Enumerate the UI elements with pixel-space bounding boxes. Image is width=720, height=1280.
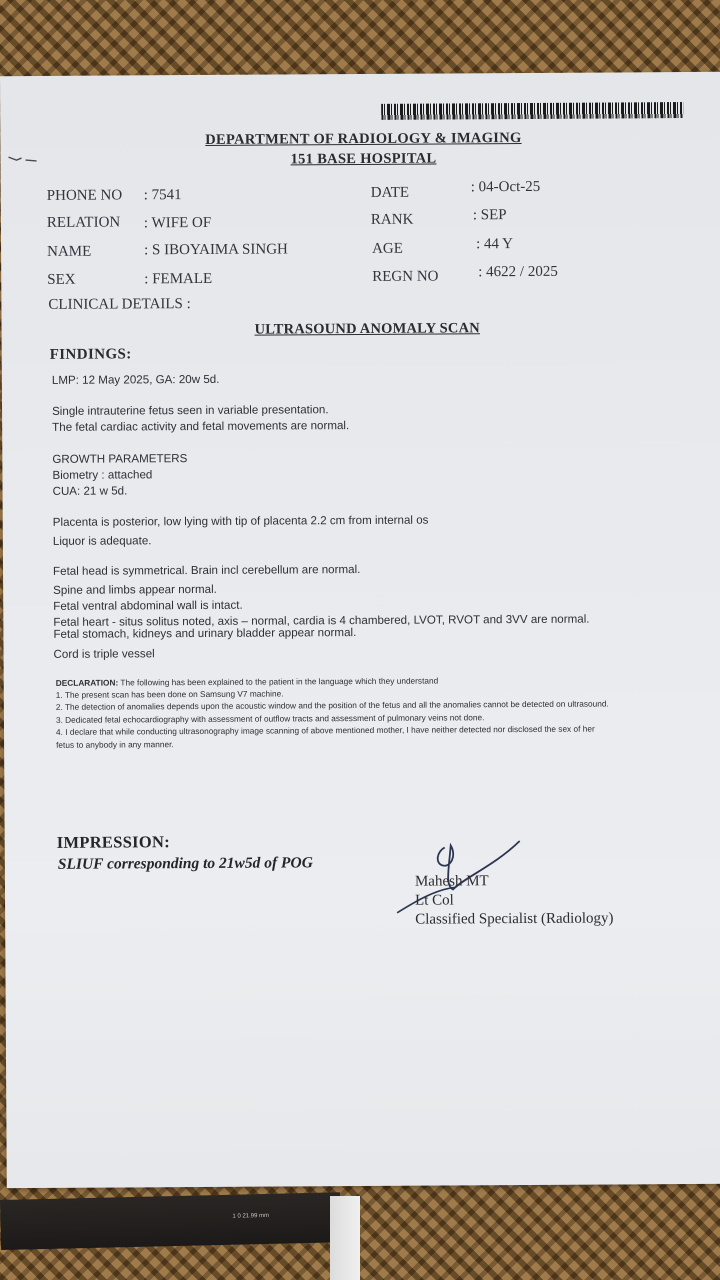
impression-heading: IMPRESSION: <box>56 832 171 852</box>
regn-label: REGN NO <box>372 268 439 285</box>
declaration-item: 3. Dedicated fetal echocardiography with assessment of outflow tracts and assessment of pulmonary veins not done. <box>55 712 485 725</box>
paper-edge <box>330 1196 360 1280</box>
growth-heading: GROWTH PARAMETERS <box>52 452 188 466</box>
phone-label: PHONE NO <box>46 187 123 204</box>
date-value: : 04-Oct-25 <box>470 178 541 196</box>
findings-line: Single intrauterine fetus seen in variable presentation. <box>52 403 329 418</box>
strip-text: 1 0 21.99 mm <box>232 1212 270 1220</box>
placenta-line: Liquor is adequate. <box>52 534 152 548</box>
lmp-line: LMP: 12 May 2025, GA: 20w 5d. <box>51 372 220 387</box>
hospital-title: 151 BASE HOSPITAL <box>290 150 437 168</box>
anatomy-line: Fetal stomach, kidneys and urinary bladder appear normal. <box>53 626 357 641</box>
rank-label: RANK <box>370 211 414 228</box>
declaration-intro-text: The following has been explained to the patient in the language which they understand <box>118 675 439 688</box>
anatomy-line: Fetal heart - situs solitus noted, axis – normal, cardia is 4 chambered, LVOT, RVOT and 3VV are normal. <box>53 612 590 629</box>
growth-line: Biometry : attached <box>52 468 153 482</box>
report-sheet <box>0 72 720 1188</box>
declaration-intro <box>56 676 439 688</box>
placenta-line: Placenta is posterior, low lying with tip of placenta 2.2 cm from internal os <box>52 513 429 529</box>
declaration-item: fetus to anybody in any manner. <box>56 739 174 750</box>
declaration-item: 2. The detection of anomalies depends upon the acoustic window and the position of the fetus and all the anomalies cannot be detected on ultrasound. <box>55 698 609 712</box>
sex-label: SEX <box>47 271 76 288</box>
anatomy-line: Fetal ventral abdominal wall is intact. <box>53 598 243 613</box>
declaration-item: 1. The present scan has been done on Samsung V7 machine. <box>55 688 284 700</box>
scan-title: ULTRASOUND ANOMALY SCAN <box>254 320 480 338</box>
declaration-item: 4. I declare that while conducting ultrasonography image scanning of above mentioned mother, I have neither detected nor disclosed the sex of her <box>55 723 595 737</box>
doctor-designation: Classified Specialist (Radiology) <box>415 910 614 928</box>
dark-photo-strip <box>0 1192 341 1250</box>
clinical-details-label: CLINICAL DETAILS : <box>48 296 191 313</box>
doctor-name: Mahesh MT <box>414 873 489 890</box>
department-title: DEPARTMENT OF RADIOLOGY & IMAGING <box>205 130 522 148</box>
relation-value: : WIFE OF <box>143 214 212 232</box>
findings-line: The fetal cardiac activity and fetal movements are normal. <box>52 419 350 434</box>
phone-value: : 7541 <box>143 187 182 204</box>
sex-value: : FEMALE <box>144 270 213 288</box>
anatomy-line: Fetal head is symmetrical. Brain incl cerebellum are normal. <box>52 563 361 578</box>
rank-value: : SEP <box>472 207 507 224</box>
age-label: AGE <box>372 240 403 257</box>
age-value: : 44 Y <box>475 236 514 253</box>
date-label: DATE <box>370 184 410 201</box>
anatomy-line: Cord is triple vessel <box>53 647 155 661</box>
anatomy-line: Spine and limbs appear normal. <box>53 582 217 597</box>
name-label: NAME <box>47 243 92 260</box>
name-value: : S IBOYAIMA SINGH <box>144 241 288 259</box>
findings-heading: FINDINGS: <box>49 346 132 363</box>
regn-value: : 4622 / 2025 <box>478 263 558 281</box>
barcode <box>381 102 683 120</box>
impression-text: SLIUF corresponding to 21w5d of POG <box>57 854 313 873</box>
relation-label: RELATION <box>46 214 121 231</box>
declaration-label: DECLARATION: <box>55 677 119 688</box>
doctor-rank: Lt Col <box>415 892 454 909</box>
growth-line: CUA: 21 w 5d. <box>52 484 128 498</box>
